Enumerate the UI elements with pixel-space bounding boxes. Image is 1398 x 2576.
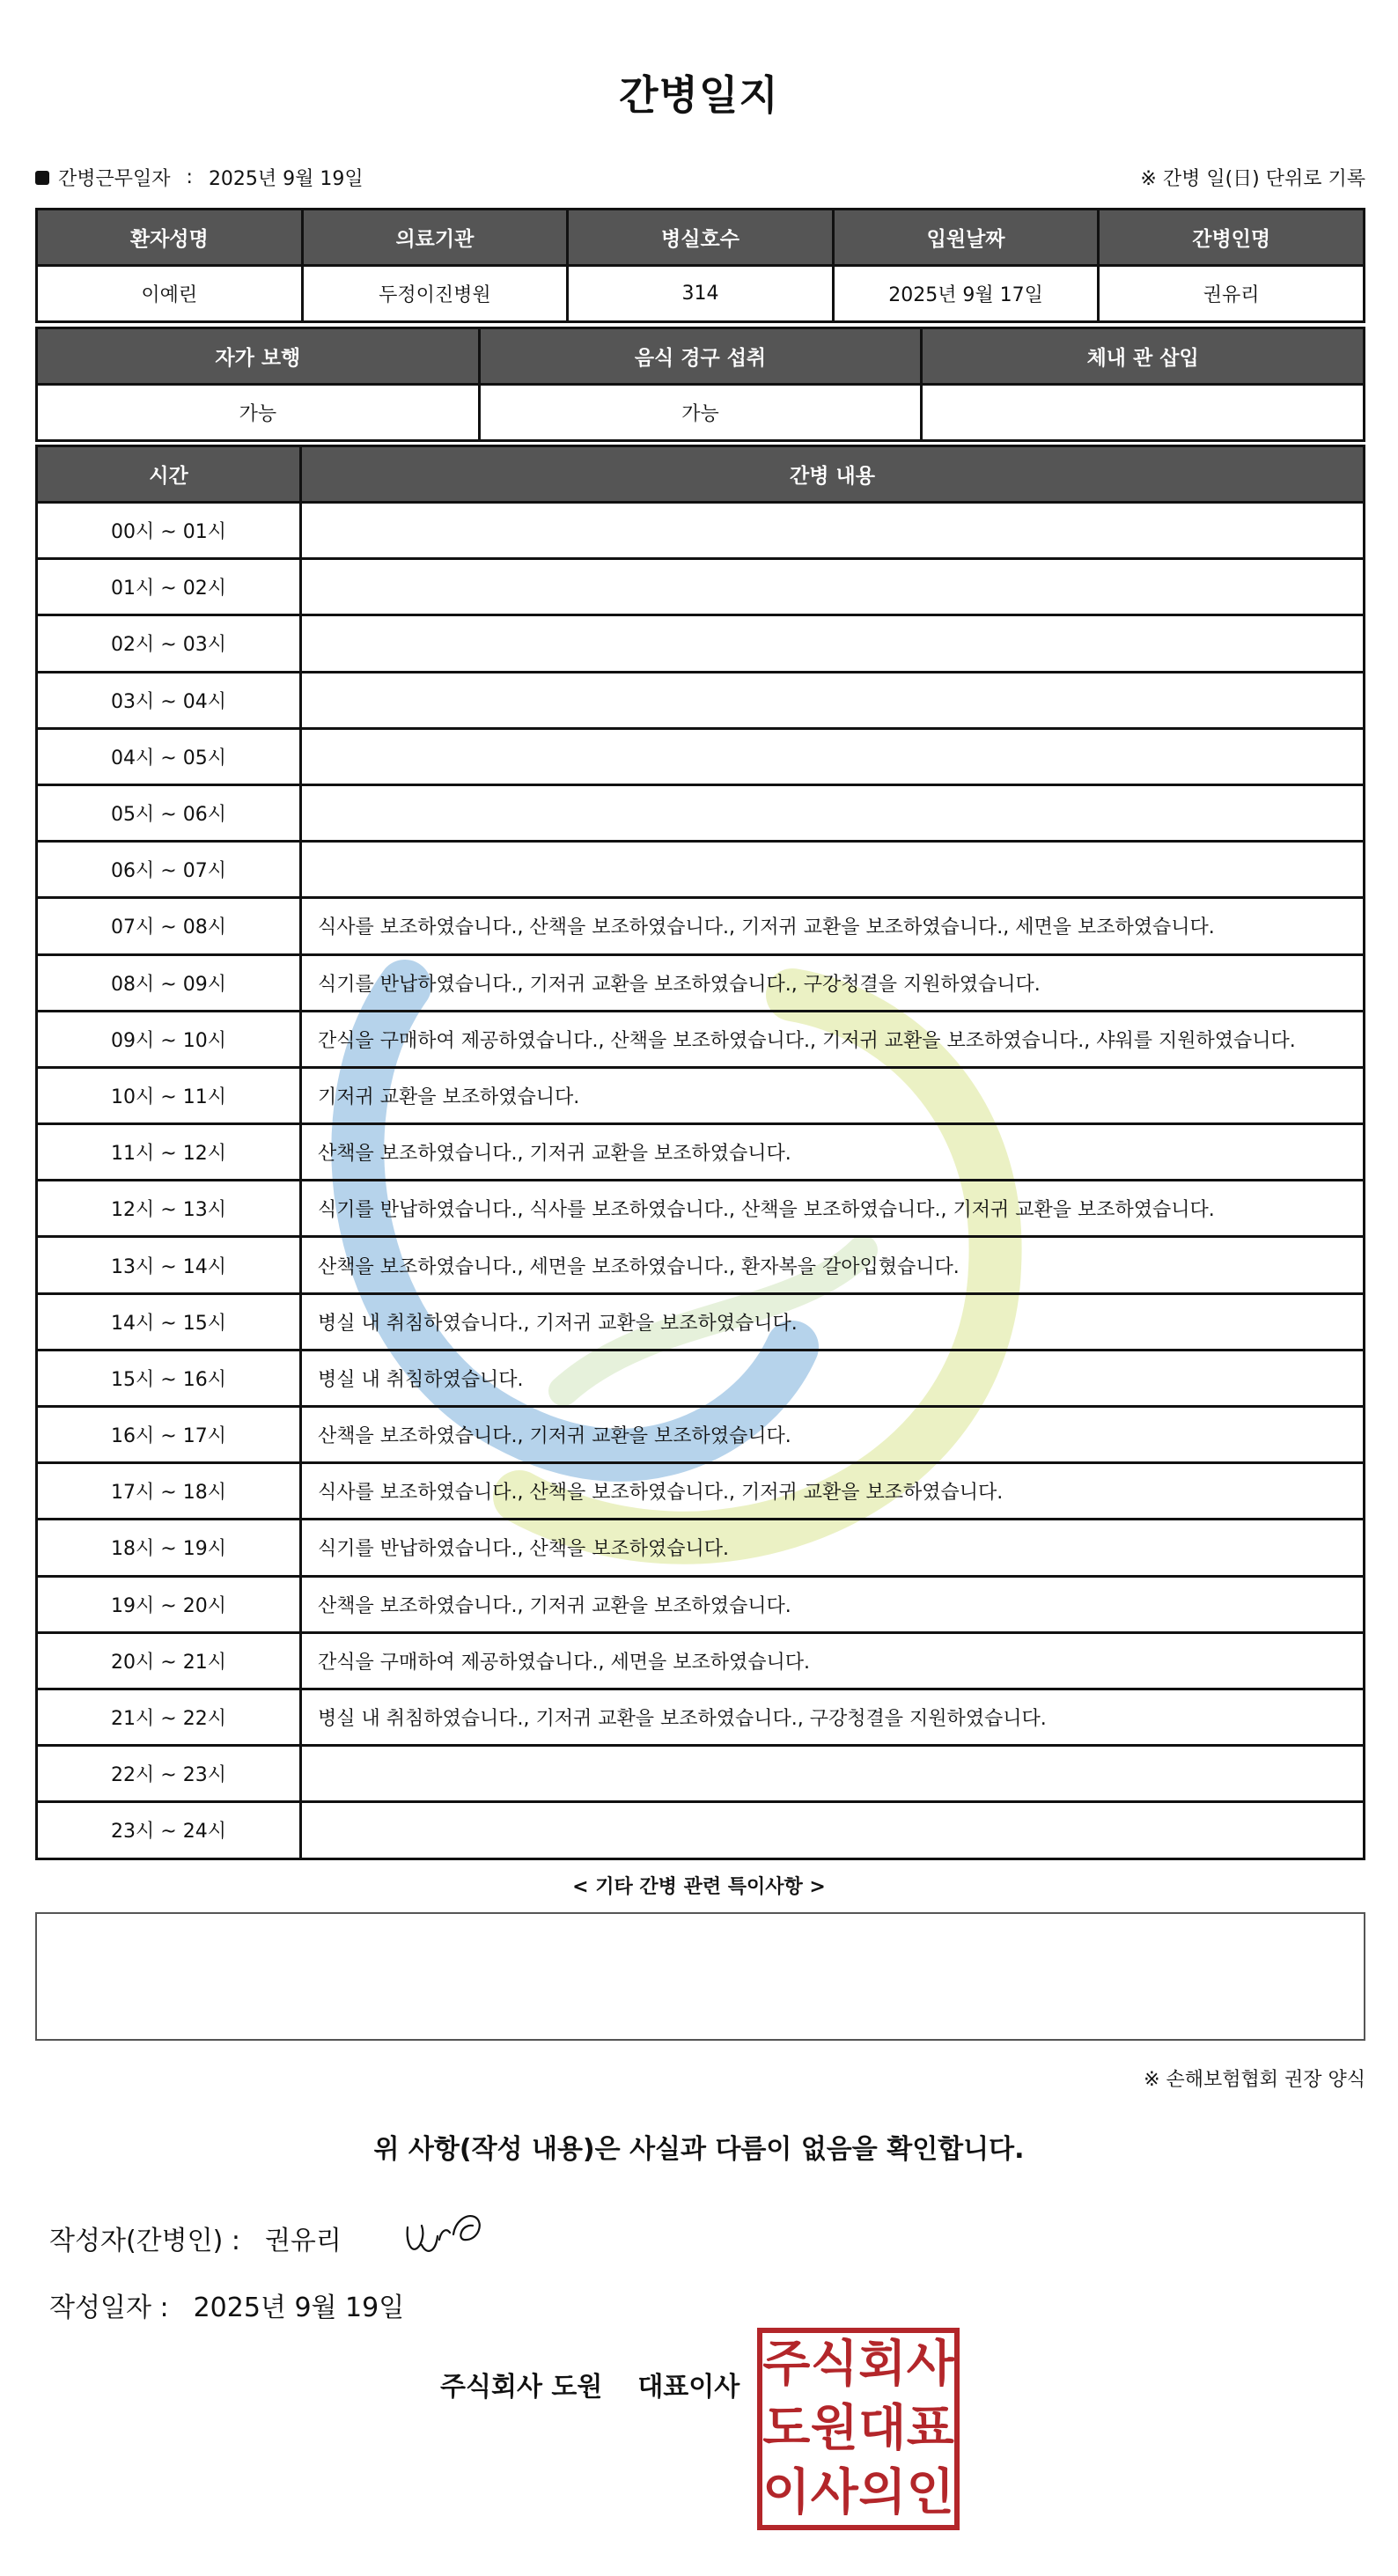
header-hospital: 의료기관: [302, 210, 568, 266]
table-row: [37, 615, 1365, 672]
header-self-walking: 자가 보행: [37, 328, 480, 385]
caregiver-name: 권유리: [1099, 266, 1365, 322]
care-content-cell: 산책을 보조하였습니다., 기저귀 교환을 보조하였습니다.: [301, 1124, 1365, 1181]
care-content-cell: [301, 842, 1365, 898]
tube-insertion-value: [922, 385, 1365, 441]
care-content-cell: [301, 728, 1365, 784]
care-content-cell: 병실 내 취침하였습니다.: [301, 1350, 1365, 1406]
written-date-value: 2025년 9월 19일: [193, 2293, 405, 2323]
company-seal-stamp: [757, 2328, 960, 2530]
special-notes-box: [35, 1912, 1365, 2041]
seal-char: 대: [858, 2399, 907, 2457]
table-row: [37, 1350, 1365, 1406]
time-cell: 12시 ~ 13시: [37, 1181, 301, 1237]
care-content-cell: 병실 내 취침하였습니다., 기저귀 교환을 보조하였습니다., 구강청결을 지원하였습니다.: [301, 1689, 1365, 1745]
header-care-content: 간병 내용: [301, 446, 1365, 503]
table-row: [37, 672, 1365, 728]
care-content-cell: [301, 559, 1365, 615]
table-row: [37, 842, 1365, 898]
table-row: [37, 559, 1365, 615]
table-row: [37, 784, 1365, 841]
seal-char: 이: [762, 2463, 811, 2521]
hospital-name: 두정이진병원: [302, 266, 568, 322]
seal-char: 의: [858, 2463, 907, 2521]
oral-intake-value: 가능: [479, 385, 922, 441]
time-cell: 03시 ~ 04시: [37, 672, 301, 728]
care-content-cell: 식기를 반납하였습니다., 기저귀 교환을 보조하였습니다., 구강청결을 지원하였습니다.: [301, 954, 1365, 1011]
time-cell: 13시 ~ 14시: [37, 1237, 301, 1293]
seal-char: 원: [810, 2399, 858, 2457]
time-cell: 18시 ~ 19시: [37, 1520, 301, 1576]
time-cell: 14시 ~ 15시: [37, 1293, 301, 1350]
writer-name: 권유리: [264, 2226, 342, 2256]
time-cell: 19시 ~ 20시: [37, 1576, 301, 1632]
seal-char: 식: [810, 2336, 858, 2394]
work-date-separator: :: [186, 166, 193, 188]
seal-char: 주: [762, 2336, 811, 2394]
time-cell: 10시 ~ 11시: [37, 1067, 301, 1123]
care-content-cell: 기저귀 교환을 보조하였습니다.: [301, 1067, 1365, 1123]
table-row: [37, 1576, 1365, 1632]
care-content-cell: [301, 1802, 1365, 1858]
care-content-cell: [301, 784, 1365, 841]
bullet-square-icon: [35, 171, 49, 185]
table-row: [37, 1407, 1365, 1463]
work-date-line: [35, 164, 364, 191]
care-content-cell: [301, 503, 1365, 559]
company-line: [440, 2365, 739, 2403]
special-notes-title: < 기타 간병 관련 특이사항 >: [572, 1876, 826, 1898]
time-cell: 01시 ~ 02시: [37, 559, 301, 615]
header-tube-insertion: 체내 관 삽입: [922, 328, 1365, 385]
patient-ability-table: [35, 327, 1365, 442]
writer-label: 작성자(간병인) :: [49, 2226, 240, 2256]
care-content-cell: 식기를 반납하였습니다., 식사를 보조하였습니다., 산책을 보조하였습니다., 기저귀 교환을 보조하였습니다.: [301, 1181, 1365, 1237]
care-log-header-row: [37, 446, 1365, 503]
seal-char: 인: [906, 2463, 954, 2521]
header-patient-name: 환자성명: [37, 210, 303, 266]
time-cell: 21시 ~ 22시: [37, 1689, 301, 1745]
page-title: 간병일지: [619, 71, 779, 119]
patient-name: 이예린: [37, 266, 303, 322]
care-content-cell: 간식을 구매하여 제공하였습니다., 산책을 보조하였습니다., 기저귀 교환을 보조하였습니다., 샤워를 지원하였습니다.: [301, 1011, 1365, 1067]
time-cell: 02시 ~ 03시: [37, 615, 301, 672]
care-content-cell: 식기를 반납하였습니다., 산책을 보조하였습니다.: [301, 1520, 1365, 1576]
table-row: [37, 1463, 1365, 1520]
patient-info-table: [35, 208, 1365, 323]
patient-ability-header-row: [37, 328, 1365, 385]
signature-icon: [401, 2201, 506, 2263]
unit-note: ※ 간병 일(日) 단위로 기록: [1140, 168, 1365, 190]
time-cell: 23시 ~ 24시: [37, 1802, 301, 1858]
time-cell: 06시 ~ 07시: [37, 842, 301, 898]
room-number: 314: [568, 266, 834, 322]
time-cell: 09시 ~ 10시: [37, 1011, 301, 1067]
patient-info-header-row: [37, 210, 1365, 266]
table-row: [37, 1746, 1365, 1802]
table-row: [37, 503, 1365, 559]
care-content-cell: [301, 1746, 1365, 1802]
confirmation-statement: 위 사항(작성 내용)은 사실과 다름이 없음을 확인합니다.: [373, 2134, 1025, 2165]
care-log-table: [35, 445, 1365, 1860]
table-row: [37, 1689, 1365, 1745]
written-date-line: [49, 2285, 404, 2324]
care-content-cell: [301, 615, 1365, 672]
care-content-cell: 산책을 보조하였습니다., 기저귀 교환을 보조하였습니다.: [301, 1576, 1365, 1632]
company-name: 주식회사 도원: [440, 2372, 603, 2403]
writer-line: [49, 2219, 342, 2257]
self-walking-value: 가능: [37, 385, 480, 441]
seal-char: 사: [906, 2336, 954, 2394]
header-caregiver-name: 간병인명: [1099, 210, 1365, 266]
care-content-cell: 간식을 구매하여 제공하였습니다., 세면을 보조하였습니다.: [301, 1632, 1365, 1689]
seal-char: 사: [810, 2463, 858, 2521]
table-row: [37, 898, 1365, 954]
time-cell: 15시 ~ 16시: [37, 1350, 301, 1406]
table-row: [37, 1067, 1365, 1123]
work-date-label: 간병근무일자: [58, 168, 171, 190]
table-row: [37, 1632, 1365, 1689]
seal-char: 표: [906, 2399, 954, 2457]
header-time: 시간: [37, 446, 301, 503]
time-cell: 05시 ~ 06시: [37, 784, 301, 841]
written-date-label: 작성일자 :: [49, 2293, 169, 2323]
time-cell: 20시 ~ 21시: [37, 1632, 301, 1689]
care-content-cell: 식사를 보조하였습니다., 산책을 보조하였습니다., 기저귀 교환을 보조하였습니다.: [301, 1463, 1365, 1520]
care-content-cell: 병실 내 취침하였습니다., 기저귀 교환을 보조하였습니다.: [301, 1293, 1365, 1350]
time-cell: 00시 ~ 01시: [37, 503, 301, 559]
time-cell: 16시 ~ 17시: [37, 1407, 301, 1463]
table-row: [37, 728, 1365, 784]
table-row: [37, 1011, 1365, 1067]
care-content-cell: 산책을 보조하였습니다., 세면을 보조하였습니다., 환자복을 갈아입혔습니다.: [301, 1237, 1365, 1293]
care-content-cell: [301, 672, 1365, 728]
table-row: [37, 1124, 1365, 1181]
header-oral-intake: 음식 경구 섭취: [479, 328, 922, 385]
time-cell: 22시 ~ 23시: [37, 1746, 301, 1802]
table-row: [37, 1802, 1365, 1858]
care-content-cell: 식사를 보조하였습니다., 산책을 보조하였습니다., 기저귀 교환을 보조하였습니다., 세면을 보조하였습니다.: [301, 898, 1365, 954]
seal-char: 회: [858, 2336, 907, 2394]
table-row: [37, 1293, 1365, 1350]
recommended-form-note: ※ 손해보험협회 권장 양식: [1144, 2069, 1365, 2091]
header-room-number: 병실호수: [568, 210, 834, 266]
care-content-cell: 산책을 보조하였습니다., 기저귀 교환을 보조하였습니다.: [301, 1407, 1365, 1463]
ceo-label: 대표이사: [637, 2372, 740, 2403]
header-admission-date: 입원날짜: [833, 210, 1099, 266]
time-cell: 04시 ~ 05시: [37, 728, 301, 784]
seal-char: 도: [762, 2399, 811, 2457]
time-cell: 11시 ~ 12시: [37, 1124, 301, 1181]
patient-ability-value-row: [37, 385, 1365, 441]
admission-date: 2025년 9월 17일: [833, 266, 1099, 322]
work-date-value: 2025년 9월 19일: [208, 168, 364, 190]
time-cell: 07시 ~ 08시: [37, 898, 301, 954]
time-cell: 17시 ~ 18시: [37, 1463, 301, 1520]
table-row: [37, 1520, 1365, 1576]
table-row: [37, 1237, 1365, 1293]
time-cell: 08시 ~ 09시: [37, 954, 301, 1011]
patient-info-value-row: [37, 266, 1365, 322]
table-row: [37, 954, 1365, 1011]
table-row: [37, 1181, 1365, 1237]
